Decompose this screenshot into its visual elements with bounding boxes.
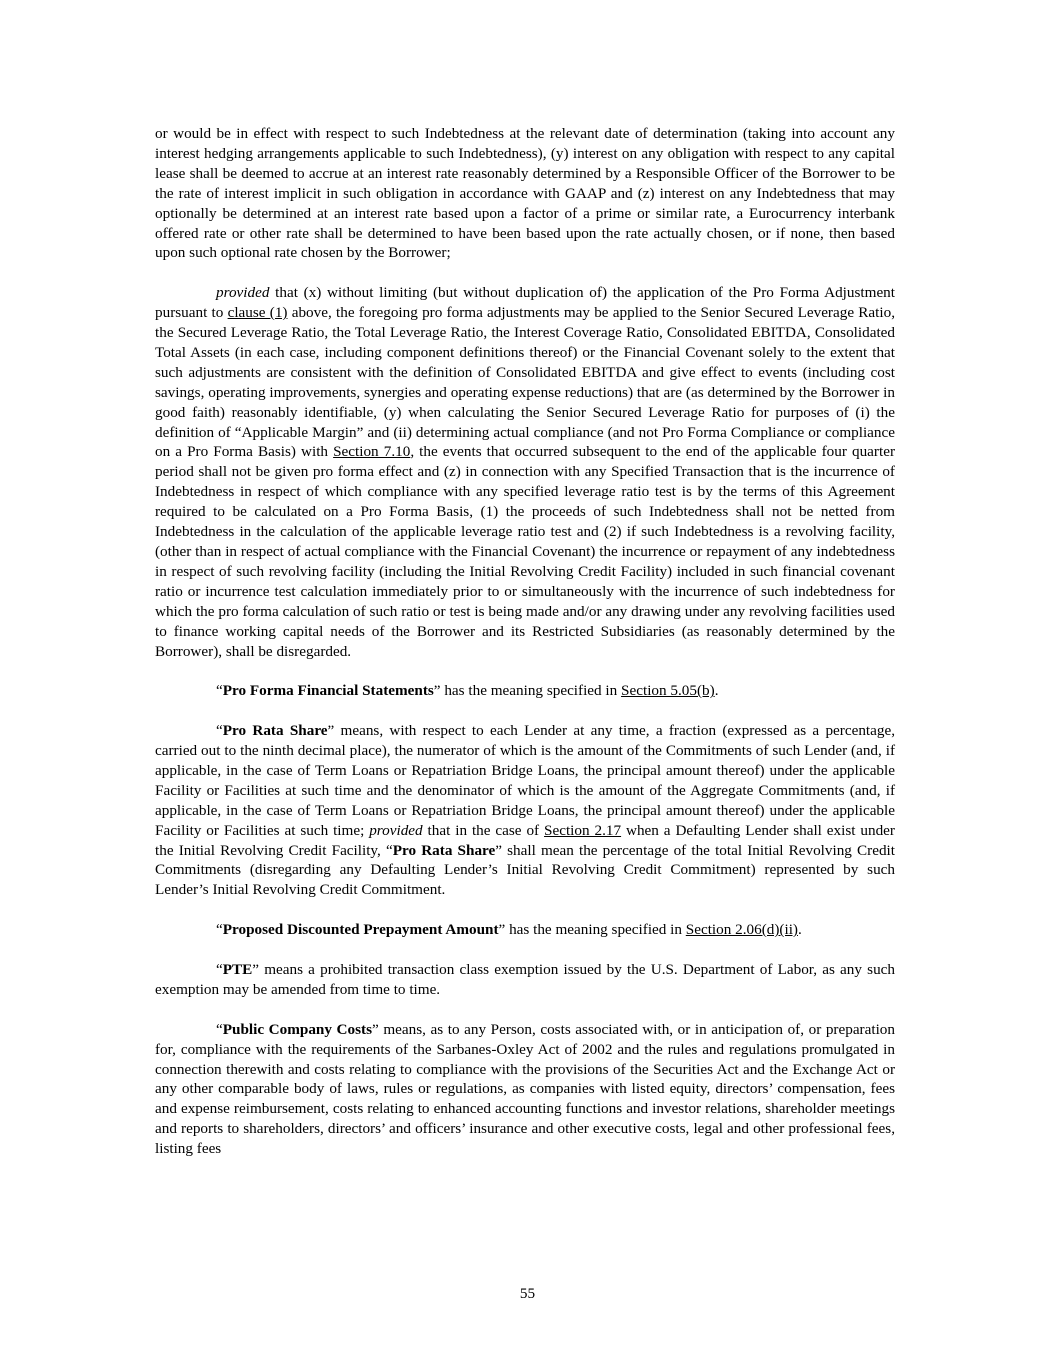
paragraph-interest-determination: [155, 124, 895, 263]
paragraph-text: that in the case of: [422, 821, 545, 839]
defined-term: PTE: [222, 960, 253, 978]
open-quote: “: [216, 921, 223, 939]
paragraph-text: when a Defaulting Lender shall exist under the Initial Revolving Credit Facility, “: [155, 821, 895, 859]
definition-pro-forma-financial-statements: [155, 681, 895, 701]
paragraph-text: ” shall mean the percentage of the total Initial Revolving Credit Commitments (disregarding any Defaulting Lender’s Initial Revolving Credit Commitment) represented by such Lender’s Initial Revolving Credit Commitment.: [155, 841, 895, 899]
paragraph-text: ” means, as to any Person, costs associated with, or in anticipation of, or preparation for, compliance with the requirements of the Sarbanes-Oxley Act of 2002 and the rules and regulations promulgated in connection therewith and costs relating to compliance with the provisions of the Securities Act and the Exchange Act or any other comparable body of laws, rules or regulations, as companies with listed equity, directors’ compensation, fees and expense reimbursement, costs relating to enhanced accounting functions and investor relations, shareholder meetings and reports to shareholders, directors’ and officers’ insurance and other executive costs, legal and other professional fees, listing fees: [155, 1020, 895, 1158]
open-quote: “: [216, 722, 223, 740]
section-2-06-d-ii-link[interactable]: Section 2.06(d)(ii): [685, 921, 798, 939]
definition-pte: [155, 960, 895, 1000]
definition-pro-rata-share: [155, 721, 895, 900]
paragraph-text: , the events that occurred subsequent to the end of the applicable four quarter period shall not be given pro forma effect and (z) in connection with any Specified Transaction that is the incurrence of Indebtedness in respect of which compliance with any specified leverage ratio test is by the terms of this Agreement required to be calculated on a Pro Forma Basis, (1) the proceeds of such Indebtedness shall not be netted from Indebtedness in the calculation of the applicable leverage ratio test and (2) if such Indebtedness is a revolving facility, (other than in respect of actual compliance with the Financial Covenant) the incurrence or repayment of any indebtedness in respect of such revolving facility (including the Initial Revolving Credit Facility) included in such financial covenant ratio or incurrence test calculation immediately prior to or simultaneously with the incurrence of such indebtedness for which the pro forma calculation of such ratio or test is being made and/or any drawing under any revolving facilities used to finance working capital needs of the Borrower and its Restricted Subsidiaries (as reasonably determined by the Borrower), shall be disregarded.: [155, 443, 896, 660]
section-7-10-link[interactable]: Section 7.10: [333, 443, 411, 461]
clause-1-link[interactable]: clause (1): [227, 304, 288, 322]
paragraph-text: ” means a prohibited transaction class exemption issued by the U.S. Department of Labor, as any such exemption may be amended from time to time.: [155, 960, 895, 998]
open-quote: “: [216, 960, 223, 978]
paragraph-text: that (x) without limiting (but without duplication of) the application of the Pro Forma Adjustment pursuant to: [155, 284, 895, 322]
defined-term: Pro Rata Share: [222, 722, 328, 740]
definition-proposed-discounted-prepayment-amount: [155, 920, 895, 940]
paragraph-pro-forma-proviso: [155, 283, 895, 661]
section-2-17-link[interactable]: Section 2.17: [544, 821, 622, 839]
open-quote: “: [216, 682, 223, 700]
defined-term: Public Company Costs: [222, 1020, 372, 1038]
document-page: [155, 124, 895, 1179]
defined-term: Pro Forma Financial Statements: [222, 682, 434, 700]
paragraph-text: ” has the meaning specified in: [433, 682, 622, 700]
page-number: 55: [519, 1285, 536, 1302]
paragraph-text: above, the foregoing pro forma adjustments may be applied to the Senior Secured Leverage Ratio, the Secured Leverage Ratio, the Total Leverage Ratio, the Interest Coverage Ratio, Consolidated EBITDA, Consolidated Total Assets (in each case, including component definitions thereof) or the Financial Covenant solely to the extent that such adjustments are consistent with the definition of Consolidated EBITDA and give effect to events (including cost savings, operating improvements, synergies and operating expense reductions) that are (as determined by the Borrower in good faith) reasonably identifiable, (y) when calculating the Senior Secured Leverage Ratio for purposes of (i) the definition of “Applicable Margin” and (ii) determining actual compliance (and not Pro Forma Compliance or compliance on a Pro Forma Basis) with: [155, 304, 896, 461]
definition-public-company-costs: [155, 1020, 895, 1159]
paragraph-text: ” means, with respect to each Lender at any time, a fraction (expressed as a percentage, carried out to the ninth decimal place), the numerator of which is the amount of the Commitments of such Lender (and, if applicable, in the case of Term Loans or Repatriation Bridge Loans, the principal amount thereof) under the applicable Facility or Facilities at such time and the denominator of which is the amount of the Aggregate Commitments (and, if applicable, in the case of Term Loans or Repatriation Bridge Loans, the principal amount thereof) under the applicable Facility or Facilities at such time;: [155, 722, 895, 839]
open-quote: “: [216, 1020, 223, 1038]
paragraph-text: .: [797, 921, 802, 939]
section-5-05-b-link[interactable]: Section 5.05(b): [621, 682, 715, 700]
defined-term: Pro Rata Share: [392, 841, 496, 859]
proviso-italic: provided: [369, 821, 423, 839]
proviso-italic: provided: [216, 284, 270, 302]
paragraph-text: ” has the meaning specified in: [498, 921, 686, 939]
paragraph-text: or would be in effect with respect to such Indebtedness at the relevant date of determination (taking into account any interest hedging arrangements applicable to such Indebtedness), (y) interest on any obligation with respect to any capital lease shall be deemed to accrue at an interest rate reasonably determined by a Responsible Officer of the Borrower to be the rate of interest implicit in such obligation in accordance with GAAP and (z) interest on any Indebtedness that may optionally be determined at an interest rate based upon a factor of a prime or similar rate, a Eurocurrency interbank offered rate or other rate shall be determined to have been based upon the rate actually chosen, or if none, then based upon such optional rate chosen by the Borrower;: [155, 125, 895, 262]
defined-term: Proposed Discounted Prepayment Amount: [222, 921, 499, 939]
paragraph-text: .: [714, 682, 719, 700]
